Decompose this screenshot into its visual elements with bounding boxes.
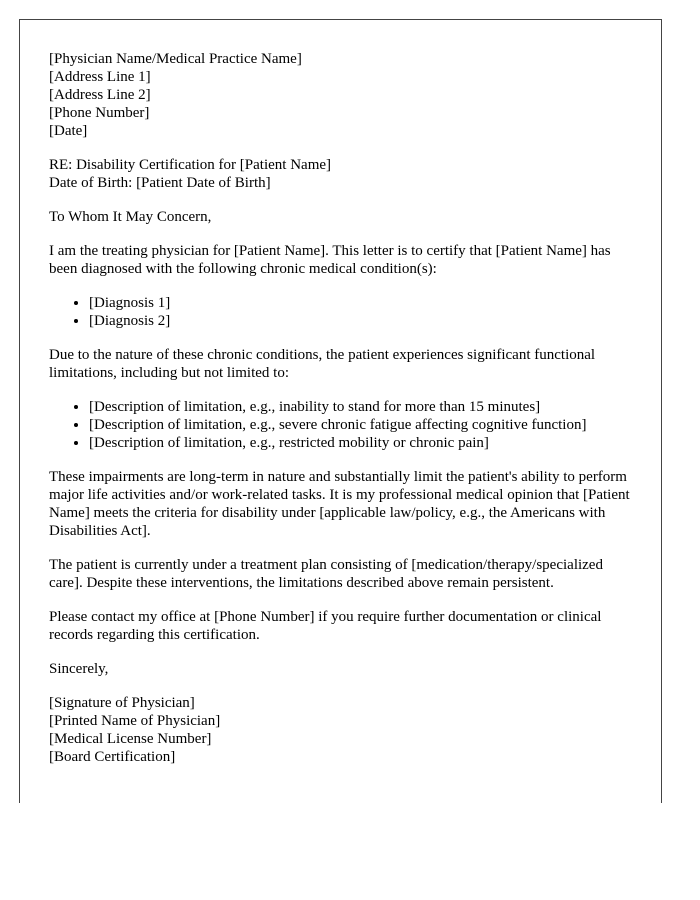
sender-name: [Physician Name/Medical Practice Name]	[49, 51, 302, 67]
signature-line: [Signature of Physician]	[49, 695, 195, 711]
diagnosis-list	[49, 294, 633, 330]
printed-name-line: [Printed Name of Physician]	[49, 713, 221, 729]
treatment-paragraph: The patient is currently under a treatment plan consisting of [medication/therapy/specialized care]. Despite these interventions, the limitations described above remain persistent.	[49, 557, 603, 591]
closing: Sincerely,	[49, 661, 109, 677]
subject-block	[49, 156, 633, 192]
salutation: To Whom It May Concern,	[49, 209, 212, 225]
diagnosis-item: • [Diagnosis 2]	[89, 312, 633, 330]
limitation-item: • [Description of limitation, e.g., severe chronic fatigue affecting cognitive function]	[89, 416, 633, 434]
sender-phone: [Phone Number]	[49, 105, 150, 121]
date-of-birth-line: Date of Birth: [Patient Date of Birth]	[49, 175, 271, 191]
license-number-line: [Medical License Number]	[49, 731, 212, 747]
limitation-list	[49, 398, 633, 452]
intro-paragraph: I am the treating physician for [Patient Name]. This letter is to certify that [Patient Name] has been diagnosed with the following chronic medical condition(s):	[49, 243, 611, 277]
limitations-intro-paragraph: Due to the nature of these chronic conditions, the patient experiences significant functional limitations, including but not limited to:	[49, 347, 596, 381]
diagnosis-item: • [Diagnosis 1]	[89, 294, 633, 312]
contact-paragraph: Please contact my office at [Phone Number] if you require further documentation or clinical records regarding this certification.	[49, 609, 602, 643]
signature-block	[49, 694, 633, 766]
sender-block	[49, 50, 633, 140]
limitation-item: • [Description of limitation, e.g., restricted mobility or chronic pain]	[89, 434, 633, 452]
sender-address-line-2: [Address Line 2]	[49, 87, 151, 103]
sender-address-line-1: [Address Line 1]	[49, 69, 151, 85]
limitation-item: • [Description of limitation, e.g., inability to stand for more than 15 minutes]	[89, 398, 633, 416]
board-certification-line: [Board Certification]	[49, 749, 176, 765]
letter-date: [Date]	[49, 123, 88, 139]
letter-page	[19, 19, 662, 803]
impairments-paragraph: These impairments are long-term in nature and substantially limit the patient's ability to perform major life activities and/or work-related tasks. It is my professional medical opinion that [Patient Name] meets the criteria for disability under [applicable law/policy, e.g., the Americans with Disabilities Act].	[49, 469, 630, 539]
subject-line: RE: Disability Certification for [Patient Name]	[49, 157, 332, 173]
